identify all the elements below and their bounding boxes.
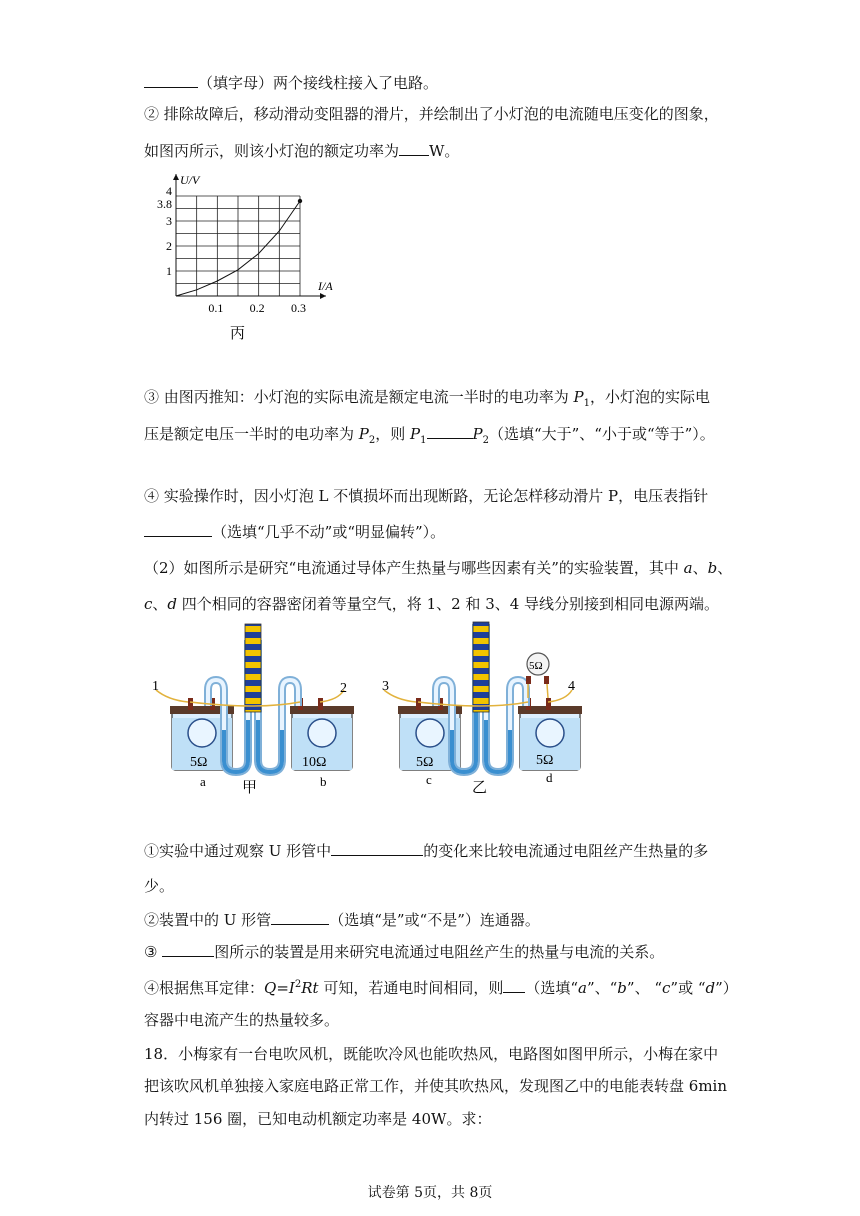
x-axis-label: I/A bbox=[318, 279, 333, 293]
scale-ruler bbox=[473, 622, 489, 712]
figure-caption: 乙 bbox=[472, 778, 488, 796]
y-tick-label: 4 bbox=[166, 184, 172, 198]
text-line: 把该吹风机单独接入家庭电路正常工作，并使其吹热风，发现图乙中的电能表转盘 6min bbox=[144, 1077, 727, 1095]
text-line: c、d 四个相同的容器密闭着等量空气，将 1、2 和 3、4 导线分别接到相同电源两端。 bbox=[144, 595, 720, 613]
x-tick-label: 0.3 bbox=[291, 301, 306, 315]
text-line: ④根据焦耳定律：$Q=I^2Rt$ 可知，若通电时间相同，则 （选填“a”、“b”、 “c”或 “d”） bbox=[144, 979, 738, 997]
container-letter: b bbox=[320, 774, 327, 789]
answer-blank[interactable] bbox=[399, 141, 429, 156]
text-line: 内转过 156 圈，已知电动机额定功率是 40W。求： bbox=[144, 1110, 492, 1128]
scale-ruler bbox=[245, 624, 261, 712]
text-line: （2）如图所示是研究“电流通过导体产生热量与哪些因素有关”的实验装置，其中 a、b、 bbox=[144, 559, 733, 577]
y-tick-label: 2 bbox=[166, 239, 172, 253]
wire-label: 4 bbox=[568, 679, 575, 694]
y-tick-label: 3 bbox=[166, 214, 172, 228]
wire-label: 3 bbox=[382, 679, 389, 694]
wire-label: 2 bbox=[340, 681, 347, 696]
page-footer: 试卷第 5页，共 8页 bbox=[367, 1185, 493, 1201]
answer-blank[interactable] bbox=[144, 522, 212, 537]
y-axis-arrow bbox=[173, 174, 179, 180]
container-letter: d bbox=[546, 770, 553, 785]
text-line: ①实验中通过观察 U 形管中 的变化来比较电流通过电阻丝产生热量的多 bbox=[144, 842, 709, 860]
container-letter: c bbox=[426, 772, 432, 787]
text-line: 18．小梅家有一台电吹风机，既能吹冷风也能吹热风，电路图如图甲所示，小梅在家中 bbox=[144, 1045, 719, 1063]
wire-label: 1 bbox=[152, 679, 159, 694]
container-letter: a bbox=[200, 774, 206, 789]
answer-blank[interactable] bbox=[144, 73, 198, 88]
text-line: ③ 由图丙推知：小灯泡的实际电流是额定电流一半时的电功率为 $P_1$，小灯泡的实际电 bbox=[144, 388, 711, 409]
apparatus-right bbox=[382, 622, 582, 796]
text-line: （选填“几乎不动”或“明显偏转”）。 bbox=[144, 521, 445, 543]
text-line: ②装置中的 U 形管 （选填“是”或“不是”）连通器。 bbox=[144, 911, 540, 929]
answer-blank[interactable] bbox=[331, 841, 423, 856]
resistance-label: 10Ω bbox=[302, 755, 327, 770]
x-axis-arrow bbox=[320, 293, 326, 299]
answer-blank[interactable] bbox=[427, 424, 473, 439]
resistance-label: 5Ω bbox=[416, 755, 434, 770]
text-line: 容器中电流产生的热量较多。 bbox=[144, 1011, 340, 1029]
joule-heating-apparatus bbox=[148, 620, 588, 800]
answer-blank[interactable] bbox=[162, 942, 214, 957]
data-point bbox=[298, 199, 302, 203]
resistance-label: 5Ω bbox=[190, 755, 208, 770]
text-line: （填字母）两个接线柱接入了电路。 bbox=[144, 72, 438, 94]
answer-blank[interactable] bbox=[271, 910, 329, 925]
text-line: ④ 实验操作时，因小灯泡 L 不慎损坏而出现断路，无论怎样移动滑片 P，电压表指针 bbox=[144, 487, 709, 505]
apparatus-left bbox=[152, 624, 354, 796]
chart-caption: 丙 bbox=[230, 324, 246, 342]
text-line: 压是额定电压一半时的电功率为 $P_2$，则 $P_1$ $P_2$（选填“大于”、“小于或“等于”）。 bbox=[144, 425, 715, 446]
resistance-label: 5Ω bbox=[536, 753, 554, 768]
u-i-chart bbox=[140, 168, 340, 346]
figure-caption: 甲 bbox=[242, 778, 258, 796]
y-axis-label: U/V bbox=[180, 173, 200, 187]
answer-blank[interactable] bbox=[503, 978, 525, 993]
resistance-label: 5Ω bbox=[529, 660, 543, 672]
text-line: 少。 bbox=[144, 877, 175, 895]
x-tick-label: 0.2 bbox=[249, 301, 265, 315]
x-tick-label: 0.1 bbox=[208, 301, 224, 315]
text-line: 如图丙所示，则该小灯泡的额定功率为 W。 bbox=[144, 142, 460, 160]
text-line: ③ 图所示的装置是用来研究电流通过电阻丝产生的热量与电流的关系。 bbox=[144, 943, 665, 961]
text-line: ② 排除故障后，移动滑动变阻器的滑片，并绘制出了小灯泡的电流随电压变化的图象， bbox=[144, 105, 719, 123]
y-tick-label: 1 bbox=[166, 264, 172, 278]
y-tick-label: 3.8 bbox=[157, 197, 172, 211]
